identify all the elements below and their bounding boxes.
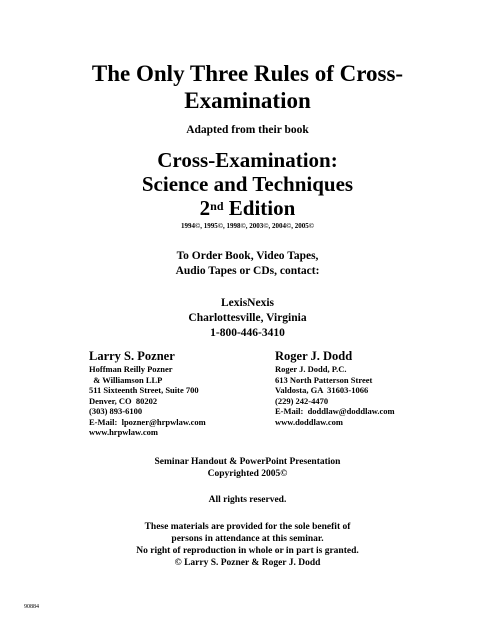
- seminar-line-1: Seminar Handout & PowerPoint Presentation: [154, 457, 341, 467]
- author-name: Roger J. Dodd: [275, 349, 353, 363]
- author-firm: Hoffman Reilly Pozner: [89, 364, 173, 374]
- author-firm: Roger J. Dodd, P.C.: [275, 364, 347, 374]
- book-title-line-1: Cross-Examination:: [157, 148, 338, 172]
- author-phone: (303) 893-6100: [89, 406, 143, 416]
- author-email: E-Mail: doddlaw@doddlaw.com: [275, 406, 395, 416]
- rights-reserved: All rights reserved.: [208, 495, 287, 505]
- order-info: [0, 249, 495, 279]
- seminar-line-2: Copyrighted 2005©: [207, 469, 288, 479]
- author-website: www.doddlaw.com: [275, 416, 344, 427]
- publisher-info: [0, 296, 495, 341]
- author-city: Denver, CO 80202: [89, 395, 158, 406]
- author-street: 511 Sixteenth Street, Suite 700: [89, 385, 199, 395]
- author-street: 613 North Patterson Street: [275, 374, 373, 385]
- author-block-dodd: [275, 349, 475, 427]
- notice-line-2: persons in attendance at this seminar.: [171, 534, 324, 544]
- book-edition: [0, 196, 495, 220]
- author-block-pozner: [89, 349, 289, 438]
- notice-line-4: © Larry S. Pozner & Roger J. Dodd: [174, 558, 321, 568]
- title-line-1: The Only Three Rules of Cross-: [91, 61, 404, 86]
- author-phone: (229) 242-4470: [275, 395, 329, 406]
- usage-notice: [0, 521, 495, 569]
- seminar-info: [0, 456, 495, 480]
- author-firm-2: & Williamson LLP: [89, 374, 163, 385]
- edition-suffix: nd: [210, 199, 224, 213]
- author-city: Valdosta, GA 31603-1066: [275, 385, 369, 395]
- title-line-2: Examination: [184, 88, 311, 113]
- notice-line-1: These materials are provided for the sole benefit of: [144, 522, 351, 532]
- adapted-from-text: Adapted from their book: [186, 124, 309, 136]
- publisher-name: LexisNexis: [220, 297, 275, 309]
- author-website: www.hrpwlaw.com: [89, 427, 158, 437]
- page-code: 90884: [24, 604, 39, 610]
- edition-number: 2: [199, 196, 211, 220]
- book-title-line-2: Science and Techniques: [141, 172, 354, 196]
- edition-word: Edition: [223, 196, 296, 220]
- order-line-2: Audio Tapes or CDs, contact:: [175, 265, 320, 277]
- publisher-phone: 1-800-446-3410: [210, 327, 285, 339]
- order-line-1: To Order Book, Video Tapes,: [176, 250, 319, 262]
- document-title: [0, 60, 495, 114]
- author-name: Larry S. Pozner: [89, 349, 175, 363]
- copyright-years: 1994©, 1995©, 1998©, 2003©, 2004©, 2005©: [181, 222, 314, 230]
- publisher-location: Charlottesville, Virginia: [188, 312, 307, 324]
- notice-line-3: No right of reproduction in whole or in part is granted.: [136, 546, 359, 556]
- author-email: E-Mail: lpozner@hrpwlaw.com: [89, 416, 206, 427]
- book-title: [0, 148, 495, 220]
